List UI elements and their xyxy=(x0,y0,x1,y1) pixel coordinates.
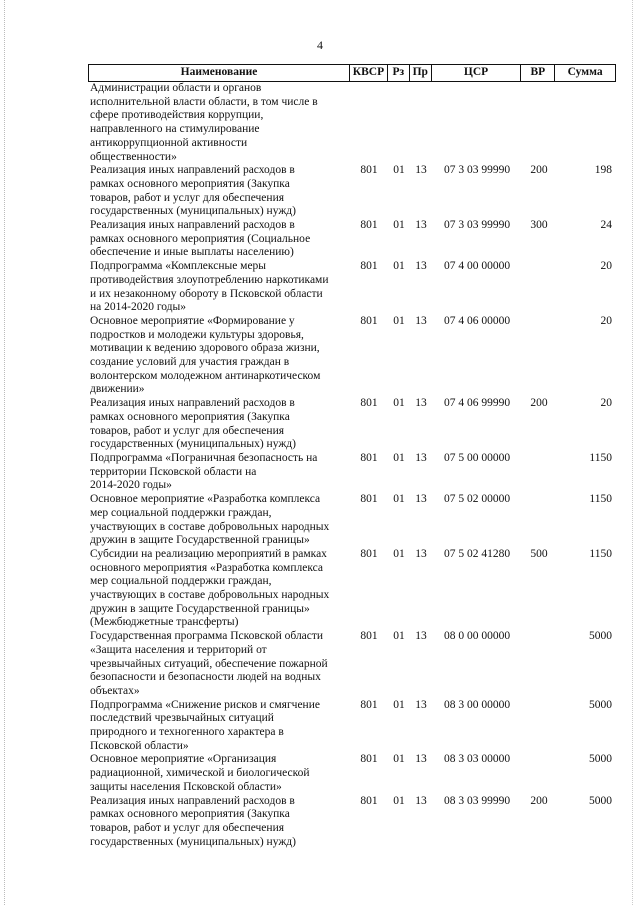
row-pr: 13 xyxy=(415,698,427,711)
row-name-line: исполнительной власти области, в том числе в xyxy=(90,95,318,108)
header-sum: Сумма xyxy=(567,66,603,78)
row-name-line: защиты населения Псковской области» xyxy=(90,780,282,793)
row-name-line: рамках основного мероприятия (Закупка xyxy=(90,177,290,190)
table-row xyxy=(88,452,616,493)
row-name-line: участвующих в составе добровольных народных xyxy=(90,589,330,602)
table-header xyxy=(88,64,616,82)
row-name-line: сфере противодействия коррупции, xyxy=(90,109,264,122)
row-name xyxy=(88,164,350,219)
row-csr: 07 5 02 00000 xyxy=(443,493,511,506)
row-name-line: товаров, работ и услуг для обеспечения xyxy=(90,424,285,437)
row-name-line: участвующих в составе добровольных народных xyxy=(90,520,330,533)
row-csr: 07 4 00 00000 xyxy=(443,260,511,273)
row-vr xyxy=(522,630,556,699)
header-vr: ВР xyxy=(521,65,555,81)
row-name-line: 2014-2020 годы» xyxy=(90,479,172,492)
row-name-line: волонтерском молодежном антинаркотическом xyxy=(90,369,321,382)
row-name-line: «Защита населения и территорий от xyxy=(90,643,267,656)
table-row xyxy=(88,164,616,219)
row-csr xyxy=(432,82,522,164)
row-sum: 1150 xyxy=(589,547,612,560)
row-name-line: направленного на стимулирование xyxy=(90,123,260,136)
row-rz: 01 xyxy=(393,164,405,177)
row-kvsr: 801 xyxy=(360,451,378,464)
row-name-line: государственных (муниципальных) нужд) xyxy=(90,438,296,451)
row-name-line: Подпрограмма «Комплексные меры xyxy=(90,260,267,273)
row-vr xyxy=(522,82,556,164)
row-vr xyxy=(522,753,556,794)
row-csr: 08 3 00 00000 xyxy=(443,698,511,711)
row-name-line: радиационной, химической и биологической xyxy=(90,767,310,780)
table-row xyxy=(88,397,616,452)
table-row xyxy=(88,699,616,754)
row-rz: 01 xyxy=(393,314,405,327)
row-kvsr: 801 xyxy=(360,630,378,643)
row-csr: 08 0 00 00000 xyxy=(443,630,511,643)
row-rz: 01 xyxy=(393,397,405,410)
row-name xyxy=(88,260,350,315)
row-name-line: рамках основного мероприятия (Социальное xyxy=(90,232,311,245)
row-name-line: территории Псковской области на xyxy=(90,465,257,478)
row-kvsr: 801 xyxy=(360,219,378,232)
scan-edge-left xyxy=(4,0,6,905)
table-row xyxy=(88,219,616,260)
row-pr: 13 xyxy=(415,219,427,232)
row-name-line: и их незаконному обороту в Псковской области xyxy=(90,287,323,300)
scan-edge-right xyxy=(632,0,634,905)
row-name-line: Администрации области и органов xyxy=(90,82,262,94)
row-vr: 300 xyxy=(530,219,548,232)
row-csr: 07 5 00 00000 xyxy=(443,451,511,464)
header-name: Наименование xyxy=(89,65,350,81)
row-sum: 5000 xyxy=(589,794,612,807)
table-row xyxy=(88,548,616,630)
row-sum: 5000 xyxy=(589,698,612,711)
row-name-line: товаров, работ и услуг для обеспечения xyxy=(90,191,285,204)
row-sum: 5000 xyxy=(589,630,612,643)
row-sum: 20 xyxy=(600,260,612,273)
row-name xyxy=(88,699,350,754)
table-row xyxy=(88,493,616,548)
row-name-line: подростков и молодежи культуры здоровья, xyxy=(90,328,304,341)
row-name xyxy=(88,753,350,794)
table-row xyxy=(88,260,616,315)
row-name-line: товаров, работ и услуг для обеспечения xyxy=(90,821,285,834)
row-sum: 198 xyxy=(594,164,612,177)
row-name-line: Подпрограмма «Пограничная безопасность на xyxy=(90,451,318,464)
row-pr: 13 xyxy=(415,451,427,464)
row-sum: 20 xyxy=(600,314,612,327)
row-rz: 01 xyxy=(393,630,405,643)
row-kvsr: 801 xyxy=(360,260,378,273)
row-rz: 01 xyxy=(393,547,405,560)
row-name-line: Основное мероприятие «Формирование у xyxy=(90,314,295,327)
page-number: 4 xyxy=(317,38,323,52)
row-sum: 20 xyxy=(600,397,612,410)
table-row xyxy=(88,630,616,699)
row-kvsr: 801 xyxy=(360,698,378,711)
row-vr xyxy=(522,260,556,315)
row-pr: 13 xyxy=(415,314,427,327)
row-kvsr: 801 xyxy=(360,547,378,560)
row-name-line: чрезвычайных ситуаций, обеспечение пожарной xyxy=(90,657,328,670)
row-name-line: общественности» xyxy=(90,150,177,163)
row-name xyxy=(88,219,350,260)
row-csr: 07 5 02 41280 xyxy=(443,547,511,560)
row-name-line: обеспечение и иные выплаты населению) xyxy=(90,246,294,259)
table-row xyxy=(88,315,616,397)
row-name-line: (Межбюджетные трансферты) xyxy=(90,616,239,629)
row-name-line: Реализация иных направлений расходов в xyxy=(90,397,295,410)
row-pr: 13 xyxy=(415,547,427,560)
row-name-line: государственных (муниципальных) нужд) xyxy=(90,835,296,848)
row-name xyxy=(88,630,350,699)
row-pr: 13 xyxy=(415,630,427,643)
row-csr: 07 4 06 99990 xyxy=(443,397,511,410)
row-rz xyxy=(388,82,410,164)
row-pr: 13 xyxy=(415,493,427,506)
row-sum xyxy=(556,82,616,164)
header-pr: Пр xyxy=(410,65,432,81)
row-name xyxy=(88,548,350,630)
row-csr: 07 4 06 00000 xyxy=(443,314,511,327)
row-name-line: последствий чрезвычайных ситуаций xyxy=(90,712,274,725)
row-kvsr: 801 xyxy=(360,493,378,506)
row-name-line: государственных (муниципальных) нужд) xyxy=(90,205,296,218)
row-name-line: рамках основного мероприятия (Закупка xyxy=(90,808,290,821)
row-sum: 5000 xyxy=(589,753,612,766)
row-name-line: Государственная программа Псковской области xyxy=(90,630,324,643)
row-sum: 1150 xyxy=(589,451,612,464)
row-csr: 08 3 03 00000 xyxy=(443,753,511,766)
row-name-line: Псковской области» xyxy=(90,739,189,752)
row-kvsr: 801 xyxy=(360,794,378,807)
row-rz: 01 xyxy=(393,219,405,232)
row-sum: 1150 xyxy=(589,493,612,506)
row-rz: 01 xyxy=(393,698,405,711)
row-vr xyxy=(522,315,556,397)
header-csr: ЦСР xyxy=(432,65,522,81)
row-pr: 13 xyxy=(415,260,427,273)
row-kvsr xyxy=(350,82,388,164)
row-csr: 08 3 03 99990 xyxy=(443,794,511,807)
row-name xyxy=(88,82,350,164)
row-name-line: основного мероприятия «Разработка комплекса xyxy=(90,561,323,574)
table-row xyxy=(88,753,616,794)
row-name-line: мер социальной поддержки граждан, xyxy=(90,575,272,588)
row-sum: 24 xyxy=(600,219,612,232)
header-rz: Рз xyxy=(388,65,410,81)
row-name-line: антикоррупционной активности xyxy=(90,136,248,149)
row-name-line: создание условий для участия граждан в xyxy=(90,356,290,369)
row-pr: 13 xyxy=(415,397,427,410)
row-kvsr: 801 xyxy=(360,314,378,327)
row-name-line: безопасности и безопасности людей на водных xyxy=(90,671,321,684)
row-name-line: мер социальной поддержки граждан, xyxy=(90,506,272,519)
row-kvsr: 801 xyxy=(360,164,378,177)
row-name xyxy=(88,493,350,548)
row-pr: 13 xyxy=(415,753,427,766)
row-pr: 13 xyxy=(415,794,427,807)
row-csr: 07 3 03 99990 xyxy=(443,164,511,177)
row-name-line: дружин в защите Государственной границы» xyxy=(90,602,310,615)
row-csr: 07 3 03 99990 xyxy=(443,219,511,232)
row-name xyxy=(88,452,350,493)
row-pr xyxy=(410,82,432,164)
budget-table xyxy=(88,64,616,849)
row-vr xyxy=(522,452,556,493)
row-name-line: дружин в защите Государственной границы» xyxy=(90,534,310,547)
table-row xyxy=(88,795,616,850)
row-name-line: объектах» xyxy=(90,684,140,697)
row-name-line: мотивации к ведению здорового образа жизни, xyxy=(90,342,320,355)
table-row xyxy=(88,82,616,164)
header-kvsr: КВСР xyxy=(350,65,388,81)
row-name-line: Реализация иных направлений расходов в xyxy=(90,219,295,232)
row-name-line: Подпрограмма «Снижение рисков и смягчение xyxy=(90,698,320,711)
row-vr: 500 xyxy=(530,547,548,560)
row-rz: 01 xyxy=(393,451,405,464)
row-name-line: Реализация иных направлений расходов в xyxy=(90,794,295,807)
row-rz: 01 xyxy=(393,260,405,273)
row-name-line: противодействия злоупотреблению наркотиками xyxy=(90,273,329,286)
row-name-line: природного и техногенного характера в xyxy=(90,726,284,739)
row-kvsr: 801 xyxy=(360,397,378,410)
row-kvsr: 801 xyxy=(360,753,378,766)
row-vr xyxy=(522,493,556,548)
row-name-line: рамках основного мероприятия (Закупка xyxy=(90,410,290,423)
row-name xyxy=(88,397,350,452)
row-name xyxy=(88,795,350,850)
row-rz: 01 xyxy=(393,753,405,766)
row-vr: 200 xyxy=(530,794,548,807)
row-rz: 01 xyxy=(393,794,405,807)
row-rz: 01 xyxy=(393,493,405,506)
row-name-line: Реализация иных направлений расходов в xyxy=(90,164,295,177)
row-vr: 200 xyxy=(530,397,548,410)
row-name-line: движении» xyxy=(90,383,145,396)
row-name-line: Основное мероприятие «Разработка комплекса xyxy=(90,493,321,506)
row-vr: 200 xyxy=(530,164,548,177)
row-pr: 13 xyxy=(415,164,427,177)
row-name-line: Субсидии на реализацию мероприятий в рамках xyxy=(90,547,327,560)
row-name-line: на 2014-2020 годы» xyxy=(90,301,187,314)
row-name xyxy=(88,315,350,397)
table-body xyxy=(88,82,616,849)
row-vr xyxy=(522,699,556,754)
row-name-line: Основное мероприятие «Организация xyxy=(90,753,277,766)
